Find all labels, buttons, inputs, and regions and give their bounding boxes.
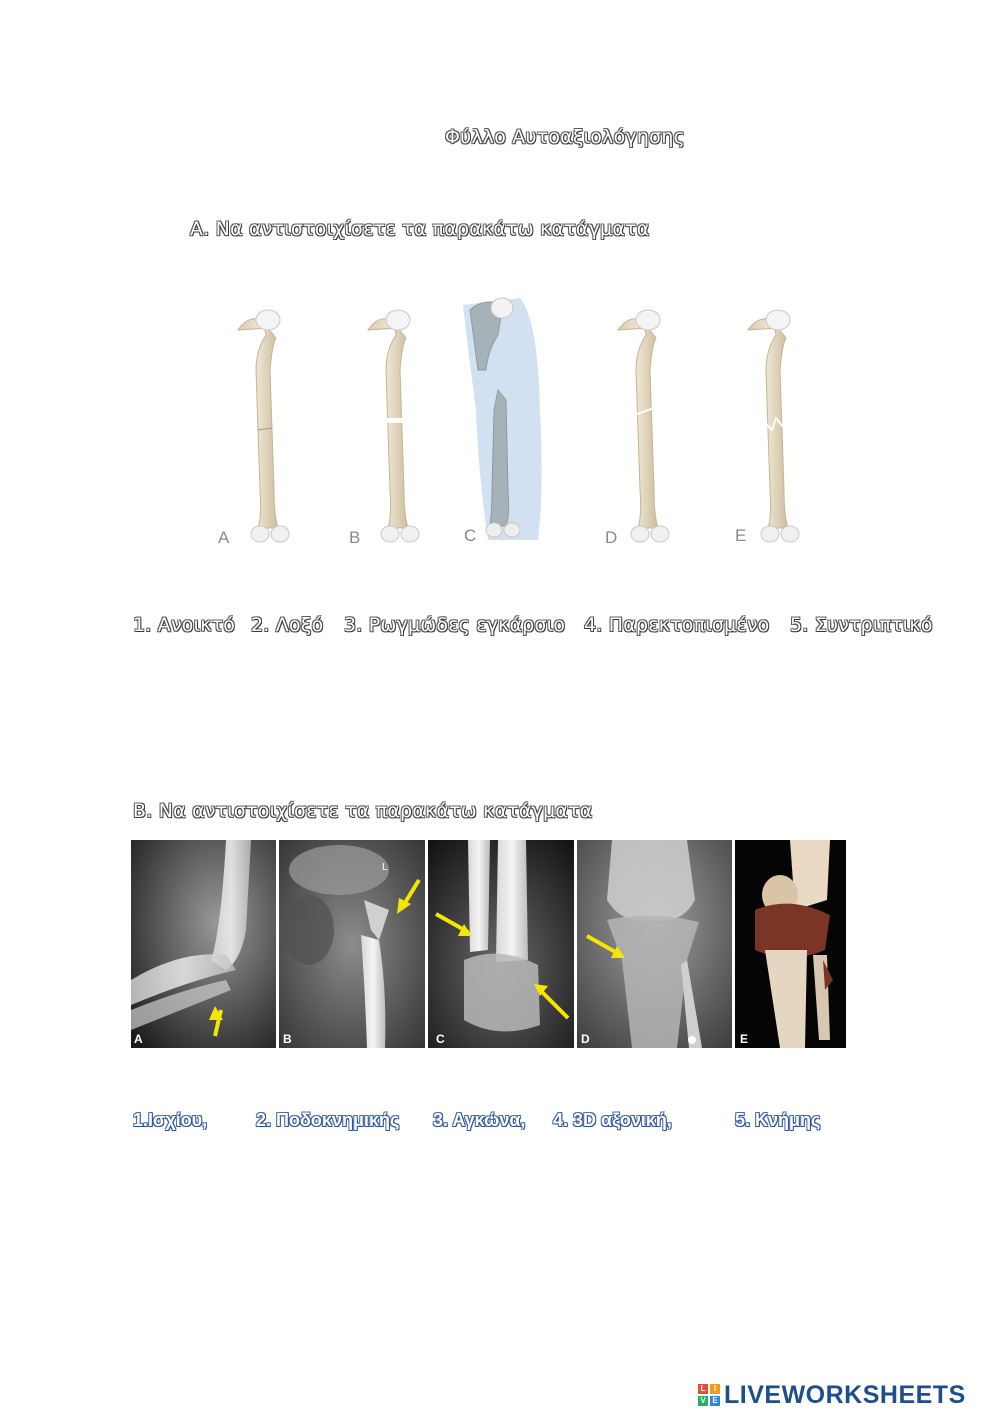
option-b-5: 5. Κνήμης (735, 1110, 821, 1130)
xray-hip-icon (279, 840, 425, 1048)
xray-3d-ct-icon (735, 840, 846, 1048)
logo-tiles (698, 1384, 720, 1406)
option-b-4: 4. 3D αξονική, (553, 1110, 672, 1130)
bone-label-c: C (464, 526, 477, 545)
femur-b-icon (368, 310, 419, 542)
femur-a-icon (238, 310, 289, 542)
xray-label-a: A (134, 1032, 143, 1046)
bone-label-b: B (349, 528, 361, 547)
xray-label-e: E (740, 1032, 749, 1046)
bone-label-e: E (735, 526, 747, 545)
xray-images (131, 840, 846, 1048)
logo-tile-e: E (710, 1396, 720, 1406)
xray-label-c: C (436, 1032, 445, 1046)
section-a-heading: Α. Να αντιστοιχίσετε τα παρακάτω κατάγματα (190, 218, 650, 240)
xray-knee-icon (577, 840, 732, 1048)
logo-tile-i: I (710, 1384, 720, 1394)
logo-tile-l: L (698, 1384, 708, 1394)
option-a-3: 3. Ρωγμώδες εγκάρσιο (344, 614, 566, 636)
femur-e-icon (748, 310, 799, 542)
xray-elbow-icon (131, 840, 276, 1048)
liveworksheets-logo (698, 1380, 966, 1410)
xray-label-b: B (283, 1032, 292, 1046)
xray-side-marker: L (382, 862, 388, 873)
option-b-3: 3. Αγκώνα, (433, 1110, 526, 1130)
option-a-5: 5. Συντριπτικό (790, 614, 933, 636)
option-b-2: 2. Ποδοκνημικής (256, 1110, 400, 1130)
section-b-heading: Β. Να αντιστοιχίσετε τα παρακάτω κατάγματα (133, 800, 593, 822)
femur-c-icon (463, 298, 542, 540)
femur-d-icon (618, 310, 669, 542)
xray-label-d: D (581, 1032, 590, 1046)
xray-ankle-icon (428, 840, 574, 1048)
logo-tile-v: V (698, 1396, 708, 1406)
option-b-1: 1.Ισχίου, (133, 1110, 208, 1130)
option-a-2: 2. Λοξό (251, 614, 324, 636)
femur-fracture-illustrations (200, 290, 820, 560)
option-a-1: 1. Ανοικτό (133, 614, 236, 636)
option-a-4: 4. Παρεκτοπισμένο (584, 614, 770, 636)
bone-label-d: D (605, 528, 618, 547)
logo-text: LIVEWORKSHEETS (724, 1380, 966, 1409)
page-title: Φύλλο Αυτοαξιολόγησης (445, 126, 685, 148)
bone-label-a: A (218, 528, 230, 547)
